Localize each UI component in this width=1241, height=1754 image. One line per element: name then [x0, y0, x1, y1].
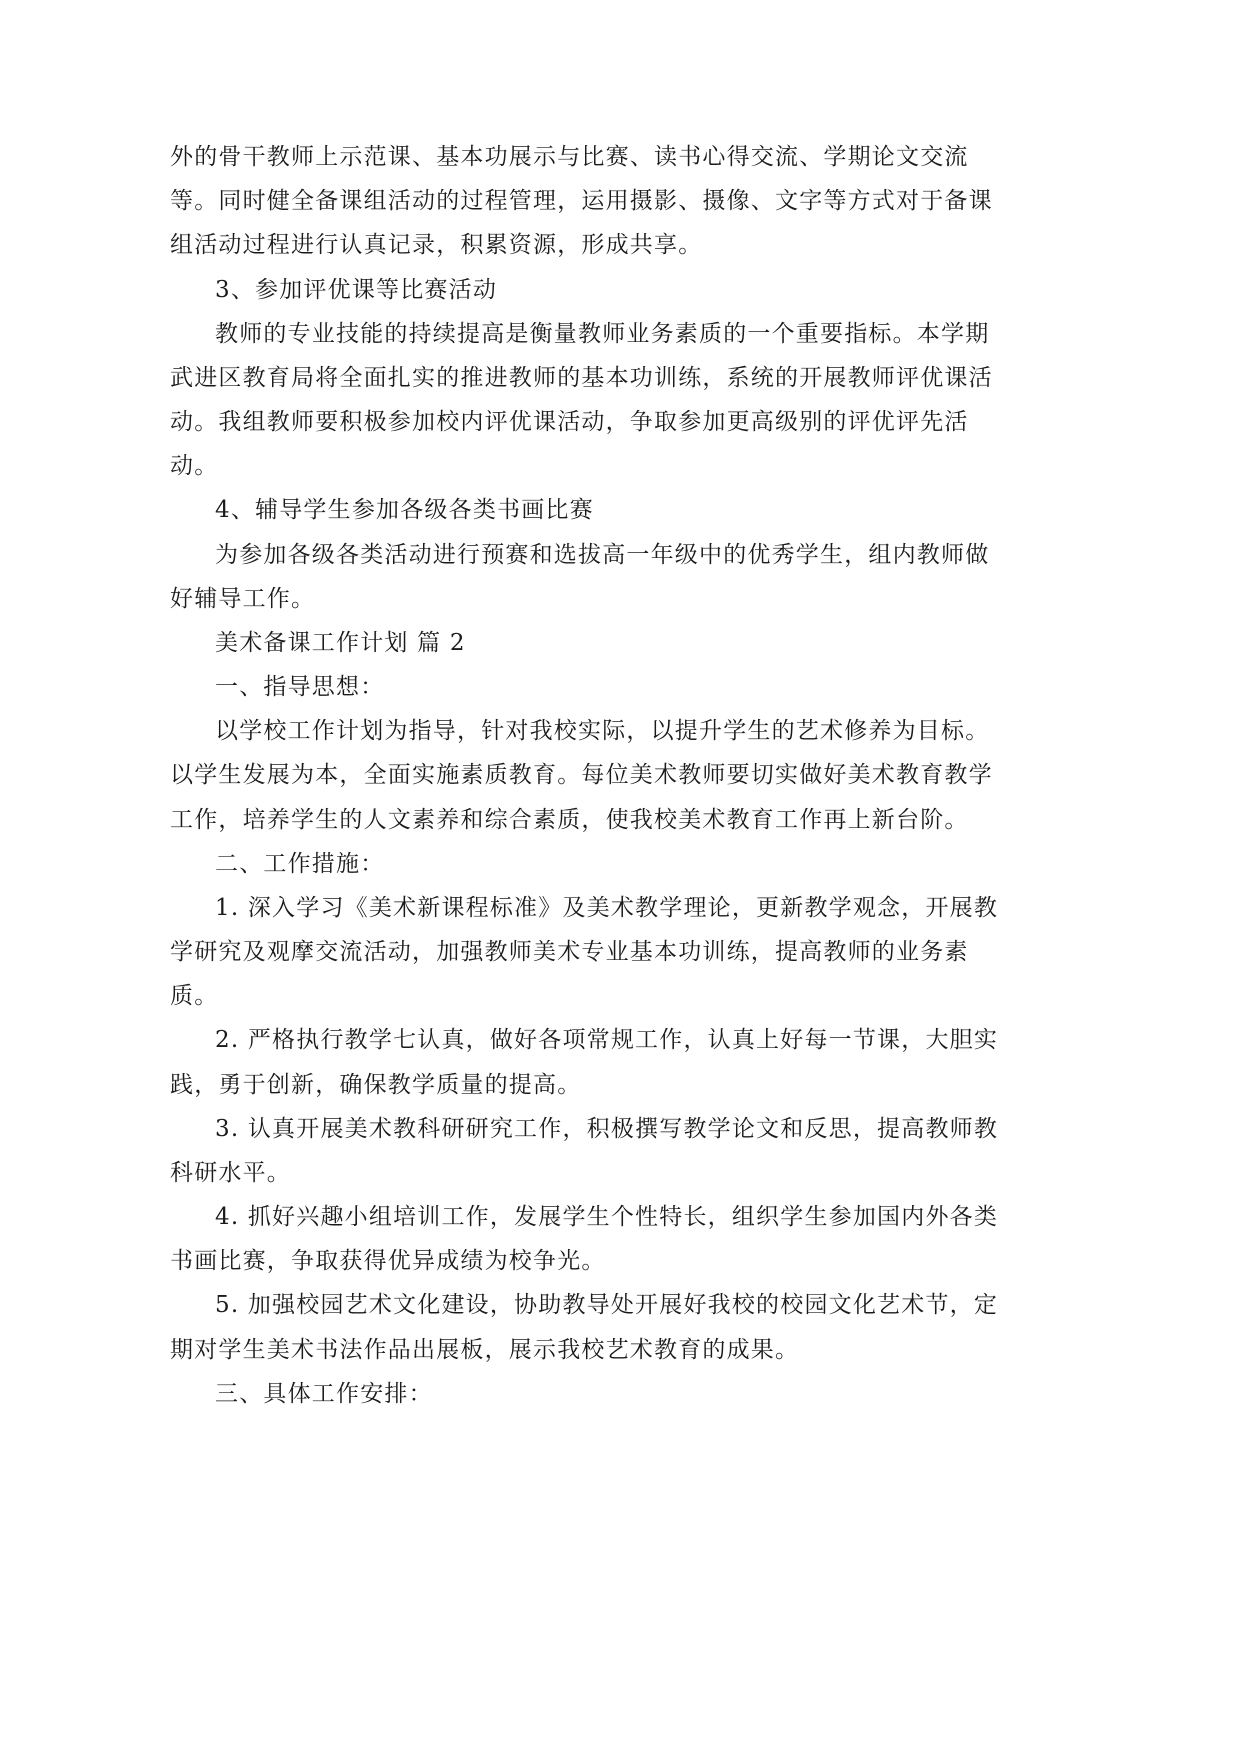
section-heading: 4、辅导学生参加各级各类书画比赛: [215, 497, 594, 523]
text-line: 武进区教育局将全面扎实的推进教师的基本功训练，系统的开展教师评优课活: [170, 365, 993, 391]
text-line: 工作，培养学生的人文素养和综合素质，使我校美术教育工作再上新台阶。: [170, 807, 969, 833]
text-line: 科研水平。: [170, 1160, 291, 1186]
document-title: 美术备课工作计划 篇 2: [215, 630, 466, 656]
text-line: 2. 严格执行教学七认真，做好各项常规工作，认真上好每一节课，大胆实: [215, 1027, 999, 1053]
text-line: 好辅导工作。: [170, 586, 316, 612]
text-line: 3. 认真开展美术教科研研究工作，积极撰写教学论文和反思，提高教师教: [215, 1116, 999, 1142]
section-heading: 三、具体工作安排：: [215, 1381, 433, 1407]
text-line: 书画比赛，争取获得优异成绩为校争光。: [170, 1248, 606, 1274]
section-heading: 3、参加评优课等比赛活动: [215, 277, 498, 303]
text-line: 动。我组教师要积极参加校内评优课活动，争取参加更高级别的评优评先活: [170, 409, 969, 435]
text-line: 为参加各级各类活动进行预赛和选拔高一年级中的优秀学生，组内教师做: [215, 542, 990, 568]
text-line: 外的骨干教师上示范课、基本功展示与比赛、读书心得交流、学期论文交流: [170, 144, 969, 170]
text-line: 以学校工作计划为指导，针对我校实际，以提升学生的艺术修养为目标。: [215, 718, 990, 744]
text-line: 5. 加强校园艺术文化建设，协助教导处开展好我校的校园文化艺术节，定: [215, 1292, 999, 1318]
text-line: 动。: [170, 453, 219, 479]
section-heading: 二、工作措施：: [215, 851, 385, 877]
text-line: 组活动过程进行认真记录，积累资源，形成共享。: [170, 232, 703, 258]
section-heading: 一、指导思想：: [215, 674, 385, 700]
text-line: 学研究及观摩交流活动，加强教师美术专业基本功训练，提高教师的业务素: [170, 939, 969, 965]
text-line: 等。同时健全备课组活动的过程管理，运用摄影、摄像、文字等方式对于备课: [170, 188, 993, 214]
text-line: 质。: [170, 983, 219, 1009]
text-line: 期对学生美术书法作品出展板，展示我校艺术教育的成果。: [170, 1337, 800, 1363]
text-line: 以学生发展为本，全面实施素质教育。每位美术教师要切实做好美术教育教学: [170, 762, 993, 788]
text-line: 教师的专业技能的持续提高是衡量教师业务素质的一个重要指标。本学期: [215, 321, 990, 347]
text-line: 4. 抓好兴趣小组培训工作，发展学生个性特长，组织学生参加国内外各类: [215, 1204, 999, 1230]
text-line: 践，勇于创新，确保教学质量的提高。: [170, 1072, 582, 1098]
text-line: 1. 深入学习《美术新课程标准》及美术教学理论，更新教学观念，开展教: [215, 895, 999, 921]
